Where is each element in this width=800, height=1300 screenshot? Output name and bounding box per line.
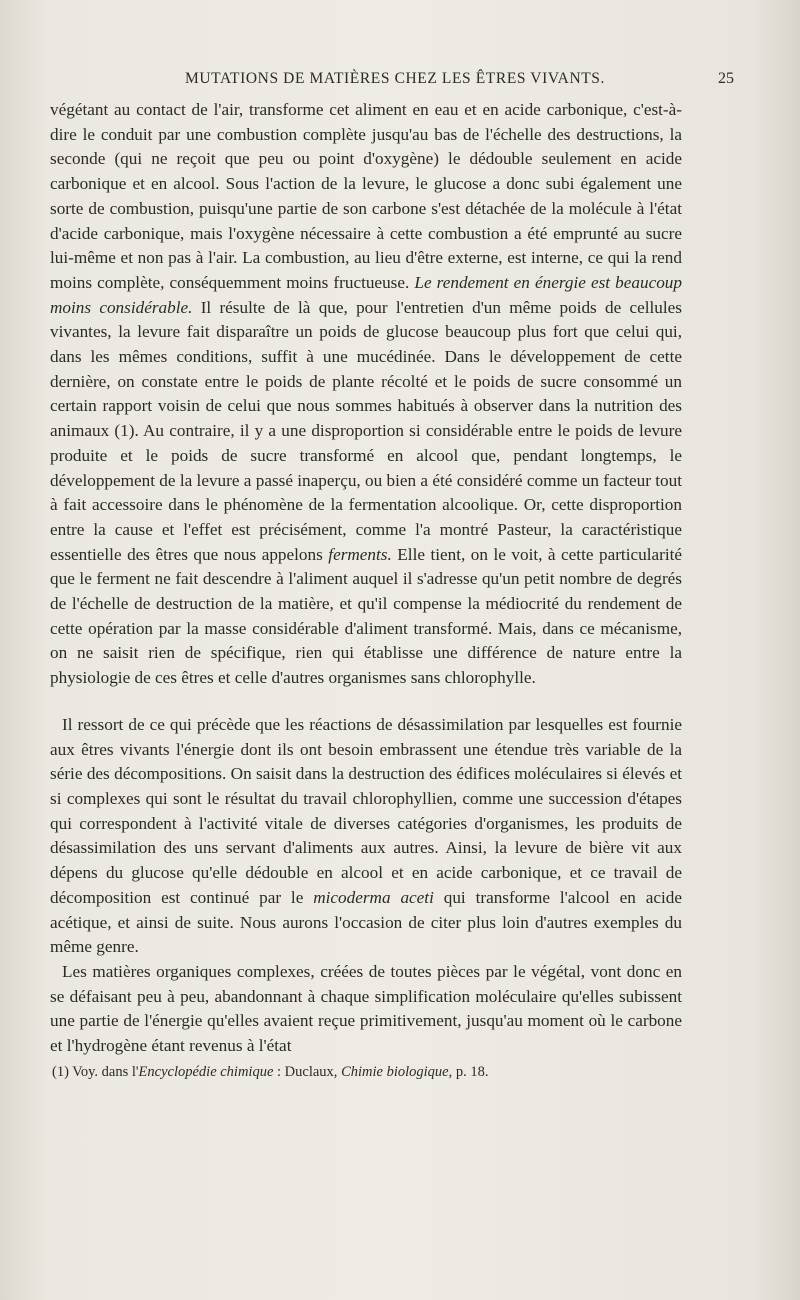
body-text: [50, 98, 682, 1059]
page-number: 25: [718, 70, 734, 87]
paragraph-2-text-b: qui transforme l'alcool en acide acétique, et ainsi de suite. Nous aurons l'occasion de citer plus loin d'autres exemples du même genre.: [50, 887, 683, 957]
footnote-text-a: (1) Voy. dans l': [52, 1064, 139, 1080]
paragraph-3: [50, 960, 682, 1059]
footnote-text-c: , p. 18.: [448, 1064, 489, 1080]
paragraph-1-text-b: Il résulte de là que, pour l'entretien d'un même poids de cellules vivantes, la levure fait disparaître un poids de glucose beaucoup plus fort que celui qui, dans les mêmes conditions, suffit à une mucédinée. Dans le développement de cette dernière, on constate entre le poids de plante récolté et le poids de sucre consommé un certain rapport voisin de celui que nous sommes habitués à observer dans la nutrition des animaux (1). Au contraire, il y a une disproportion si considérable entre le poids de levure produite et le poids de sucre transformé en alcool que, pendant longtemps, le développement de la levure a passé inaperçu, ou bien a été considéré comme un facteur tout à fait accessoire dans le phénomène de la fermentation alcoolique. Or, cette disproportion entre la cause et l'effet est précisément, comme l'a montré Pasteur, la caractéristique essentielle des êtres que nous appelons: [50, 297, 682, 564]
paragraph-1-text-a: végétant au contact de l'air, transforme cet aliment en eau et en acide carbonique, c'est-à-dire le conduit par une combustion complète jusqu'au bas de l'échelle des destructions, la seconde (qui ne reçoit que peu ou point d'oxygène) le dédouble seulement en acide carbonique et en alcool. Sous l'action de la levure, le glucose a donc subi également une sorte de combustion, puisqu'une partie de son carbone s'est détachée de la molécule à l'état d'acide carbonique, mais l'oxygène nécessaire à cette combustion a été emprunté au sucre lui-même et non pas à l'air. La combustion, au lieu d'être externe, est interne, ce qui la rend moins complète, conséquemment moins fructueuse.: [50, 100, 682, 292]
footnote: [52, 1062, 684, 1082]
paragraph-2-text-a: Il ressort de ce qui précède que les réactions de désassimilation par lesquelles est fournie aux êtres vivants l'énergie dont ils ont besoin embrassent une étendue très variable de la série des décompositions. On saisit dans la destruction des édifices moléculaires si élevés et si complexes qui sont le résultat du travail chlorophyllien, comme une succession d'étapes qui correspondent à l'activité vitale de diverses catégories d'organismes, les produits de désassimilation des uns servant d'aliments aux autres. Ainsi, la levure de bière vit aux dépens du glucose qu'elle dédouble en alcool et en acide carbonique, et ce travail de décomposition est continué par le: [50, 714, 682, 907]
paragraph-1-emphasis: Le rendement en énergie est beaucoup moins considérable.: [50, 272, 682, 317]
running-title: MUTATIONS DE MATIÈRES CHEZ LES ÊTRES VIVANTS.: [184, 70, 606, 87]
paragraph-1-emphasis-ferments: ferments.: [328, 544, 392, 564]
page-header: [50, 70, 740, 94]
footnote-emphasis-chimie: Chimie biologique: [341, 1064, 449, 1080]
paragraph-3-text: Les matières organiques complexes, créées de toutes pièces par le végétal, vont donc en se défaisant peu à peu, abandonnant à chaque simplification moléculaire qu'elles subissent une partie de l'énergie qu'elles avaient reçue primitivement, jusqu'au moment où le carbone et l'hydrogène étant revenus à l'état: [50, 961, 682, 1056]
paragraph-2-emphasis: micoderma aceti: [313, 887, 434, 907]
paragraph-1: [50, 98, 682, 691]
paragraph-2: [50, 713, 682, 960]
footnote-text-b: : Duclaux,: [277, 1064, 338, 1080]
footnote-emphasis-encyclopedie: Encyclopédie chimique: [138, 1064, 274, 1080]
paragraph-1-text-c: Elle tient, on le voit, à cette particularité que le ferment ne fait descendre à l'aliment auquel il s'adresse qu'un petit nombre de degrés de l'échelle de destruction de la matière, et qu'il compense la médiocrité du rendement de cette opération par la masse considérable d'aliment transformé. Mais, dans ce mécanisme, on ne saisit rien de spécifique, rien qui établisse une différence de nature entre la physiologie de ces êtres et celle d'autres organismes sans chlorophylle.: [50, 544, 682, 688]
